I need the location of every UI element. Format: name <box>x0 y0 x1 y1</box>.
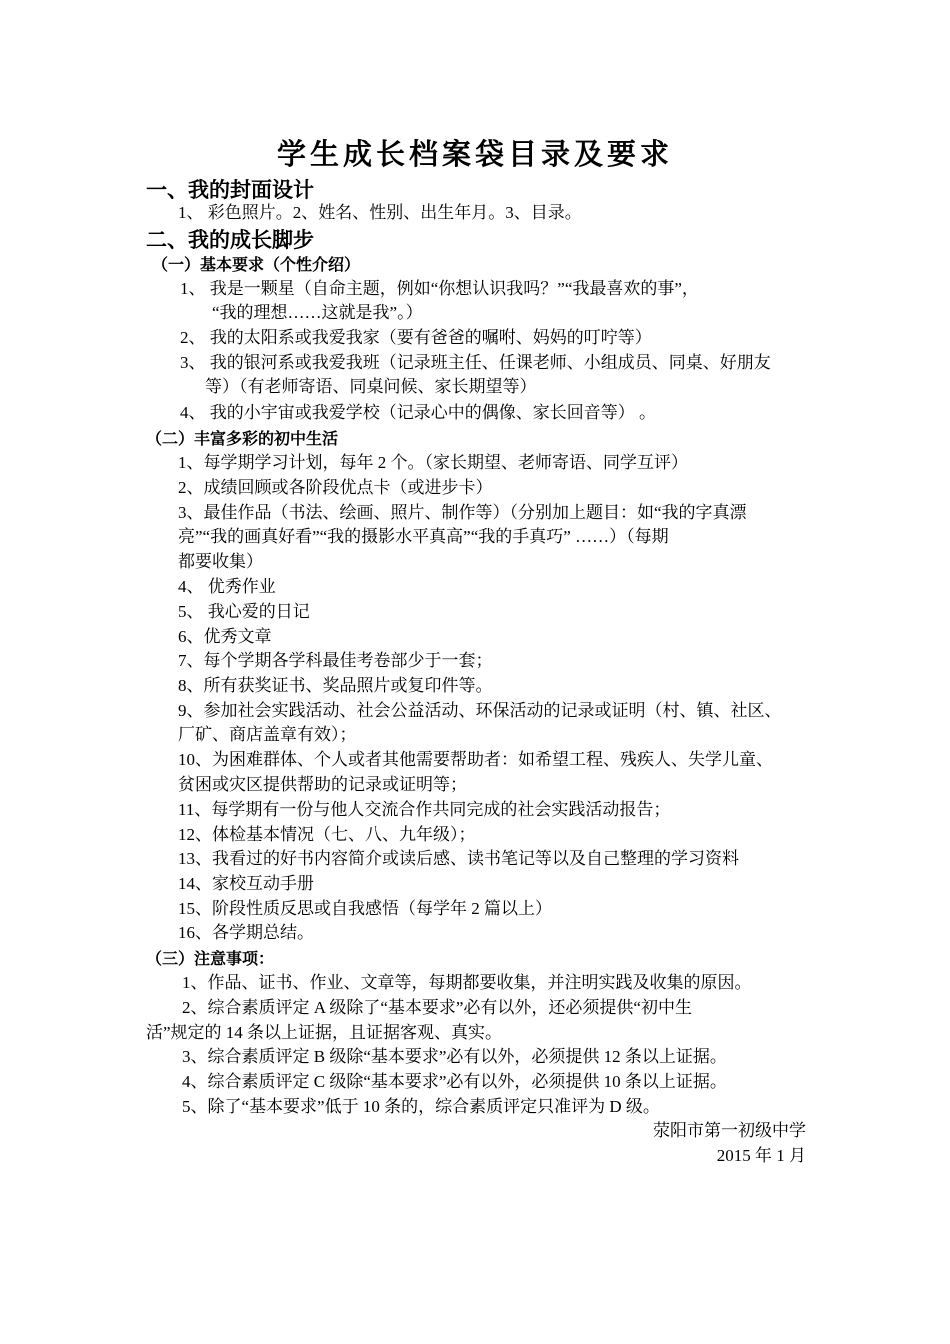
footer-date: 2015 年 1 月 <box>716 1146 806 1165</box>
sub2-item: 14、家校互动手册 <box>178 874 314 893</box>
sub2-item: 都要收集） <box>178 552 263 571</box>
sub2-item: 12、体检基本情况（七、八、九年级）； <box>178 825 476 844</box>
sub3-item: 活”规定的 14 条以上证据，且证据客观、真实。 <box>146 1023 503 1042</box>
sub3-item: 4、综合素质评定 C 级除“基本要求”必有以外，必须提供 10 条以上证据。 <box>182 1072 727 1091</box>
sub2-item: 1、每学期学习计划，每年 2 个。（家长期望、老师寄语、同学互评） <box>178 453 688 472</box>
sub2-item: 13、我看过的好书内容简介或读后感、读书笔记等以及自己整理的学习资料 <box>178 849 739 868</box>
sub3-item: 5、除了“基本要求”低于 10 条的，综合素质评定只准评为 D 级。 <box>182 1097 660 1116</box>
sub2-item: 7、每个学期各学科最佳考卷部少于一套； <box>178 651 493 670</box>
sub2-item: 9、参加社会实践活动、社会公益活动、环保活动的记录或证明（村、镇、社区、 <box>178 701 782 720</box>
sub2-item: 8、所有获奖证书、奖品照片或复印件等。 <box>178 676 493 695</box>
sub1-item: 2、 我的太阳系或我爱我家（要有爸爸的嘱咐、妈妈的叮咛等） <box>180 328 652 347</box>
sub2-item: 15、阶段性质反思或自我感悟（每学年 2 篇以上） <box>178 899 552 918</box>
sub2-item: 16、各学期总结。 <box>178 923 314 942</box>
sub1-heading: （一）基本要求（个性介绍） <box>152 255 361 274</box>
sub2-item: 4、 优秀作业 <box>178 577 276 596</box>
sub2-item: 3、最佳作品（书法、绘画、照片、制作等）（分别加上题目：如“我的字真漂 <box>178 503 747 522</box>
document-title: 学生成长档案袋目录及要求 <box>276 137 673 171</box>
section1-heading: 一、我的封面设计 <box>146 178 314 202</box>
sub2-item: 厂矿、商店盖章有效）； <box>178 725 357 744</box>
sub1-item: 1、 我是一颗星（自命主题，例如“你想认识我吗？”“我最喜欢的事”， <box>180 279 699 298</box>
section1-line: 1、 彩色照片。2、姓名、性别、出生年月。3、目录。 <box>178 203 582 222</box>
sub3-item: 3、综合素质评定 B 级除“基本要求”必有以外，必须提供 12 条以上证据。 <box>182 1047 727 1066</box>
sub2-item: 贫困或灾区提供帮助的记录或证明等； <box>178 775 467 794</box>
footer-school: 荥阳市第一初级中学 <box>653 1121 806 1140</box>
sub2-item: 2、成绩回顾或各阶段优点卡（或进步卡） <box>178 478 493 497</box>
sub3-item: 1、作品、证书、作业、文章等，每期都要收集，并注明实践及收集的原因。 <box>182 973 752 992</box>
sub1-item: 4、 我的小宇宙或我爱学校（记录心中的偶像、家长回音等） 。 <box>180 403 656 422</box>
sub1-item: “我的理想……这就是我”。） <box>212 303 423 322</box>
sub3-item: 2、综合素质评定 A 级除了“基本要求”必有以外，还必须提供“初中生 <box>182 998 692 1017</box>
sub1-item: 3、 我的银河系或我爱我班（记录班主任、任课老师、小组成员、同桌、好朋友 <box>180 353 771 372</box>
section2-heading: 二、我的成长脚步 <box>146 228 314 252</box>
sub2-item: 5、 我心爱的日记 <box>178 602 310 621</box>
sub3-heading: （三）注意事项： <box>146 949 275 968</box>
sub2-item: 11、每学期有一份与他人交流合作共同完成的社会实践活动报告； <box>178 800 671 819</box>
sub2-item: 6、优秀文章 <box>178 627 272 646</box>
sub2-item: 亮”“我的画真好看”“我的摄影水平真高”“我的手真巧” ……）（每期 <box>178 527 669 546</box>
sub2-item: 10、为困难群体、个人或者其他需要帮助者：如希望工程、残疾人、失学儿童、 <box>178 750 773 769</box>
sub1-item: 等）（有老师寄语、同桌问候、家长期望等） <box>205 377 537 396</box>
sub2-heading: （二）丰富多彩的初中生活 <box>146 429 339 448</box>
